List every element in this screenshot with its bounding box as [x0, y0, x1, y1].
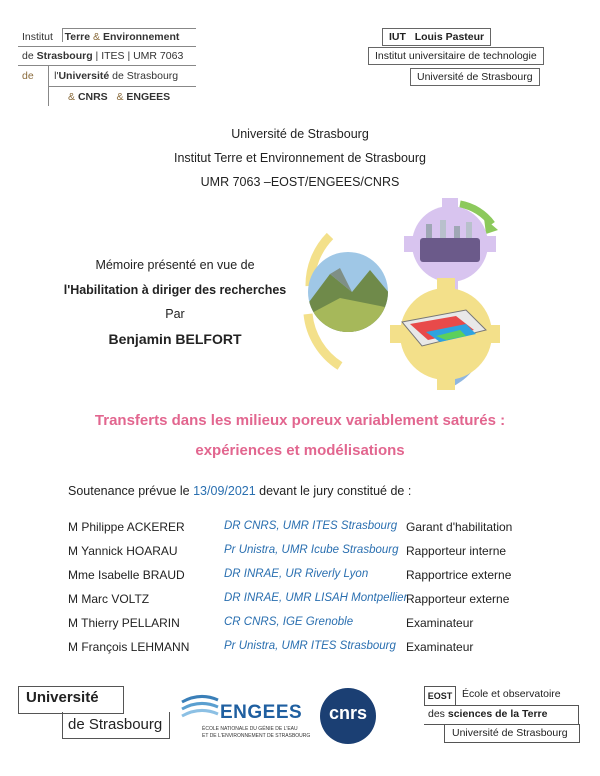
- jury-affiliation: Pr Unistra, UMR ITES Strasbourg: [224, 640, 396, 652]
- eost-logo: [424, 686, 580, 744]
- ites-text: | ITES | UMR 7063: [95, 50, 184, 62]
- soutenance-line: [68, 484, 411, 498]
- eost-line3: Université de Strasbourg: [452, 727, 568, 739]
- ites-text: Terre: [64, 31, 91, 43]
- ites-text: Strasbourg: [36, 50, 93, 62]
- unistra-line1: Université: [26, 689, 99, 706]
- iut-text: Institut universitaire de technologie: [368, 47, 544, 65]
- jury-name: M Thierry PELLARIN: [68, 616, 180, 630]
- jury-row: [0, 616, 600, 634]
- soutenance-suffix: devant le jury constitué de :: [259, 484, 412, 498]
- iut-text: Université de Strasbourg: [410, 68, 540, 86]
- jury-affiliation: Pr Unistra, UMR Icube Strasbourg: [224, 544, 399, 556]
- header-umr: UMR 7063 –EOST/ENGEES/CNRS: [200, 175, 400, 189]
- jury-role: Rapporteur externe: [406, 592, 510, 606]
- engees-logo: [180, 690, 311, 744]
- jury-name: Mme Isabelle BRAUD: [68, 568, 185, 582]
- eost-line2-a: des: [428, 708, 445, 720]
- ites-text: Environnement: [102, 31, 180, 43]
- thesis-title-line2: expériences et modélisations: [195, 442, 405, 459]
- jury-role: Rapportrice externe: [406, 568, 512, 582]
- unistra-line2: de Strasbourg: [68, 716, 163, 733]
- unistra-logo: [18, 686, 168, 740]
- thesis-title-line1: Transferts dans les milieux poreux variablement saturés :: [94, 412, 506, 429]
- iut-text: IUT: [389, 31, 406, 43]
- author-name: Benjamin BELFORT: [108, 331, 242, 347]
- engees-name: ENGEES: [220, 702, 303, 723]
- eost-mark: EOST: [424, 686, 456, 706]
- jury-affiliation: DR CNRS, UMR ITES Strasbourg: [224, 520, 398, 532]
- ites-text: ENGEES: [126, 91, 171, 103]
- memoire-intro: Mémoire présenté en vue de: [95, 258, 255, 272]
- cnrs-name: cnrs: [328, 703, 368, 723]
- memoire-par: Par: [165, 307, 185, 321]
- eost-line2: [428, 708, 547, 720]
- ites-text: de: [22, 70, 34, 82]
- research-gears-illustration: [300, 196, 500, 396]
- ites-text: CNRS: [77, 91, 108, 103]
- jury-name: M Marc VOLTZ: [68, 592, 150, 606]
- iut-text: Louis Pasteur: [414, 31, 485, 43]
- engees-sub1: ÉCOLE NATIONALE DU GÉNIE DE L'EAU: [202, 726, 298, 732]
- memoire-hdr: l'Habilitation à diriger des recherches: [63, 283, 287, 297]
- eost-line1: École et observatoire: [462, 688, 561, 700]
- jury-affiliation: DR INRAE, UMR LISAH Montpellier: [224, 592, 408, 604]
- ites-text: Université: [58, 70, 110, 82]
- jury-affiliation: CR CNRS, IGE Grenoble: [224, 616, 354, 628]
- jury-name: M Yannick HOARAU: [68, 544, 178, 558]
- jury-name: M Philippe ACKERER: [68, 520, 185, 534]
- jury-row: [0, 520, 600, 538]
- soutenance-date: 13/09/2021: [193, 484, 256, 498]
- header-institute: Institut Terre et Environnement de Strasbourg: [174, 151, 426, 165]
- header-university: Université de Strasbourg: [231, 127, 369, 141]
- engees-sub2: ET DE L'ENVIRONNEMENT DE STRASBOURG: [202, 733, 311, 739]
- ites-text: de: [22, 50, 34, 62]
- ites-text: de Strasbourg: [112, 70, 179, 82]
- cnrs-logo: [320, 688, 376, 744]
- jury-role: Garant d'habilitation: [406, 520, 513, 534]
- eost-line2-b: sciences de la Terre: [447, 708, 548, 720]
- landscape-photo: [306, 250, 390, 336]
- ites-text: l': [54, 70, 59, 82]
- soutenance-prefix: Soutenance prévue le: [68, 484, 190, 498]
- ites-text: &: [68, 91, 76, 103]
- jury-row: [0, 568, 600, 586]
- jury-row: [0, 544, 600, 562]
- jury-name: M François LEHMANN: [68, 640, 190, 654]
- ites-text: &: [93, 31, 101, 43]
- jury-role: Examinateur: [406, 616, 474, 630]
- ites-text: Institut: [22, 31, 53, 43]
- jury-affiliation: DR INRAE, UR Riverly Lyon: [224, 568, 369, 580]
- iut-logo: [368, 28, 570, 92]
- ites-text: &: [116, 91, 124, 103]
- cnrs-disc: [320, 688, 376, 744]
- jury-role: Rapporteur interne: [406, 544, 507, 558]
- jury-role: Examinateur: [406, 640, 474, 654]
- yellow-gear: [390, 278, 500, 390]
- jury-row: [0, 640, 600, 658]
- engees-wave-icon: [180, 692, 220, 722]
- ites-logo: [18, 28, 196, 108]
- jury-row: [0, 592, 600, 610]
